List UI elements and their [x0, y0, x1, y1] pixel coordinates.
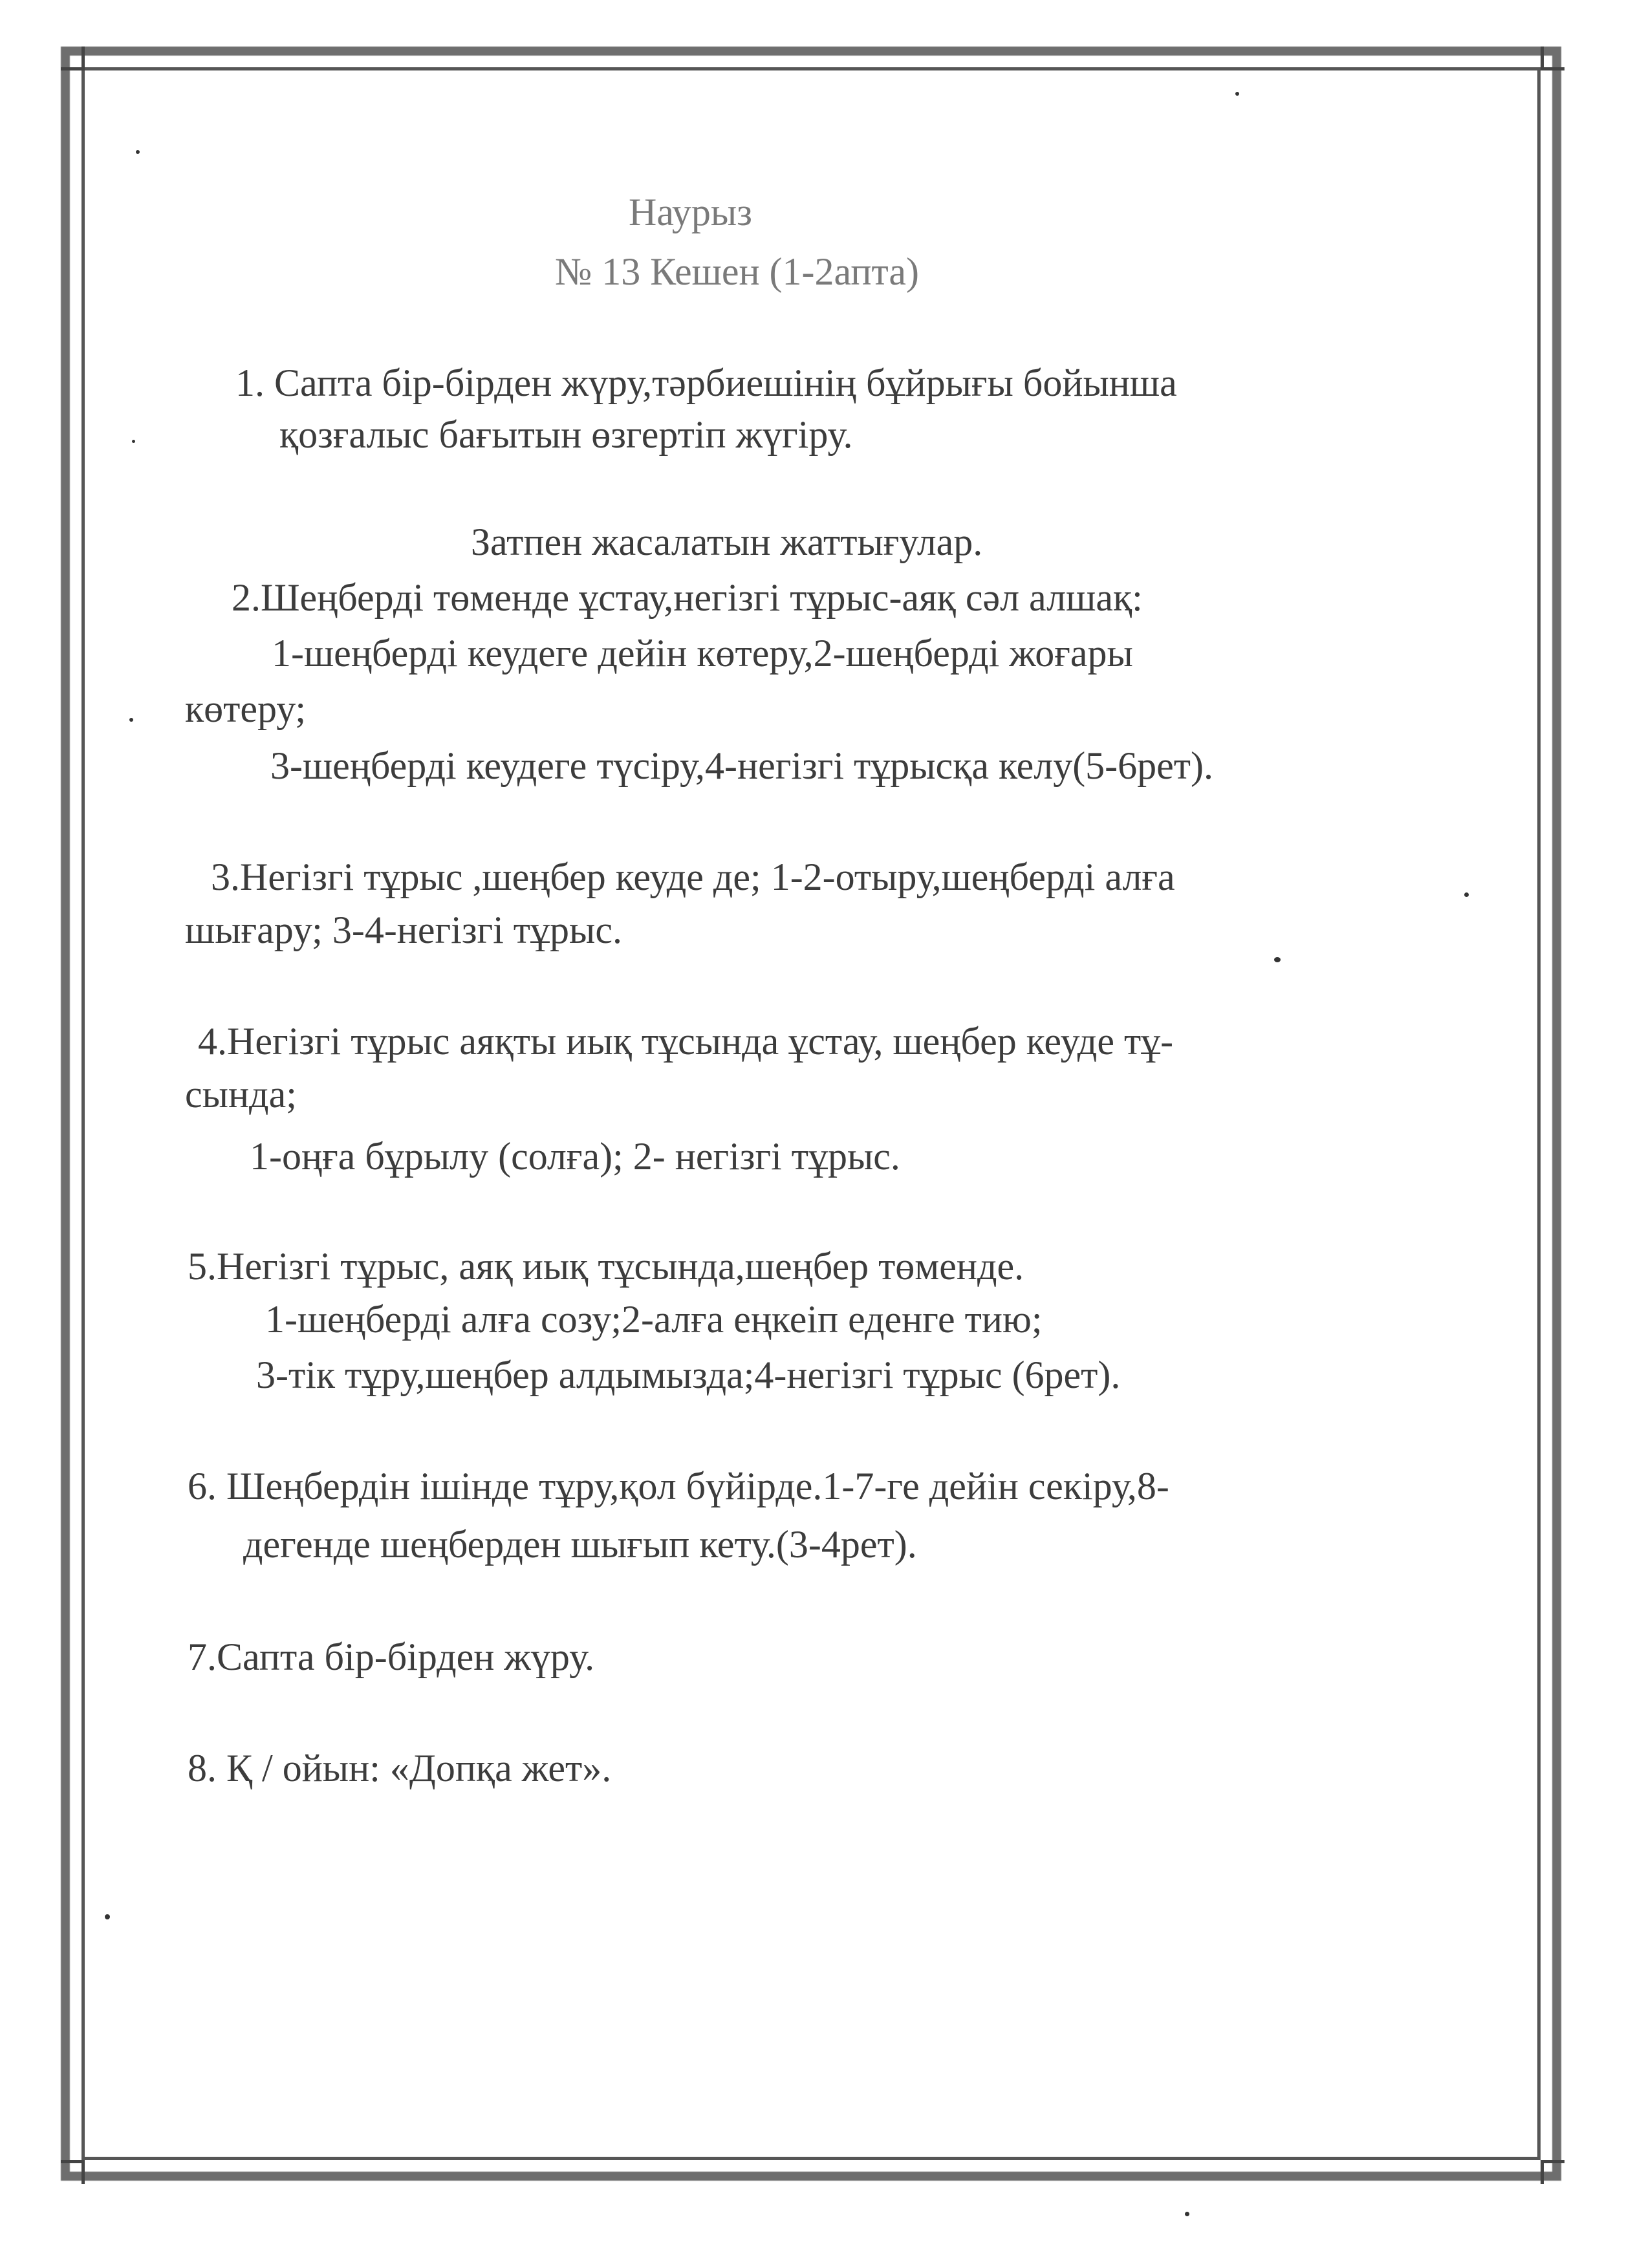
exercise-5-line-2: 1-шеңберді алға созу;2-алға еңкеіп еденге тию;: [265, 1298, 1043, 1341]
exercise-3-line-1: 3.Негізгі тұрыс ,шеңбер кеуде де; 1-2-отыру,шеңберді алға: [211, 856, 1175, 898]
exercise-4-line-1: 4.Негізгі тұрыс аяқты иық тұсында ұстау, шеңбер кеуде тұ-: [198, 1020, 1174, 1063]
document-month-title: Наурыз: [629, 191, 752, 233]
document-complex-title: № 13 Кешен (1-2апта): [555, 250, 920, 293]
exercise-5-line-3: 3-тік тұру,шеңбер алдымызда;4-негізгі тұрыс (6рет).: [256, 1354, 1121, 1396]
exercise-4-line-2: сында;: [185, 1073, 297, 1116]
exercise-2-line-3: көтеру;: [185, 687, 307, 730]
exercise-2-line-1: 2.Шеңберді төменде ұстау,негізгі тұрыс-аяқ сәл алшақ:: [232, 576, 1143, 619]
exercise-3-line-2: шығару; 3-4-негізгі тұрыс.: [185, 909, 622, 951]
exercise-4-line-3: 1-оңға бұрылу (солға); 2- негізгі тұрыс.: [250, 1135, 900, 1178]
exercise-6-line-1: 6. Шеңбердін ішінде тұру,қол бүйірде.1-7-ге дейін секіру,8-: [188, 1465, 1169, 1507]
exercise-8-line-1: 8. Қ / ойын: «Допқа жет».: [188, 1747, 612, 1789]
exercise-7-line-1: 7.Сапта бір-бірден жүру.: [188, 1636, 595, 1678]
exercise-1-line-2: қозғалыс бағытын өзгертіп жүгіру.: [279, 413, 853, 456]
exercise-2-line-2: 1-шеңберді кеудеге дейін көтеру,2-шеңберді жоғары: [272, 632, 1133, 675]
exercise-5-line-1: 5.Негізгі тұрыс, аяқ иық тұсында,шеңбер төменде.: [188, 1245, 1024, 1288]
exercise-2-line-4: 3-шеңберді кеудеге түсіру,4-негізгі тұрысқа келу(5-6рет).: [270, 744, 1213, 787]
section-title: Затпен жасалатын жаттығулар.: [471, 521, 983, 563]
exercise-6-line-2: дегенде шеңберден шығып кету.(3-4рет).: [243, 1523, 917, 1566]
exercise-1-line-1: 1. Сапта бір-бірден жүру,тәрбиешінің бұйрығы бойынша: [235, 362, 1177, 404]
